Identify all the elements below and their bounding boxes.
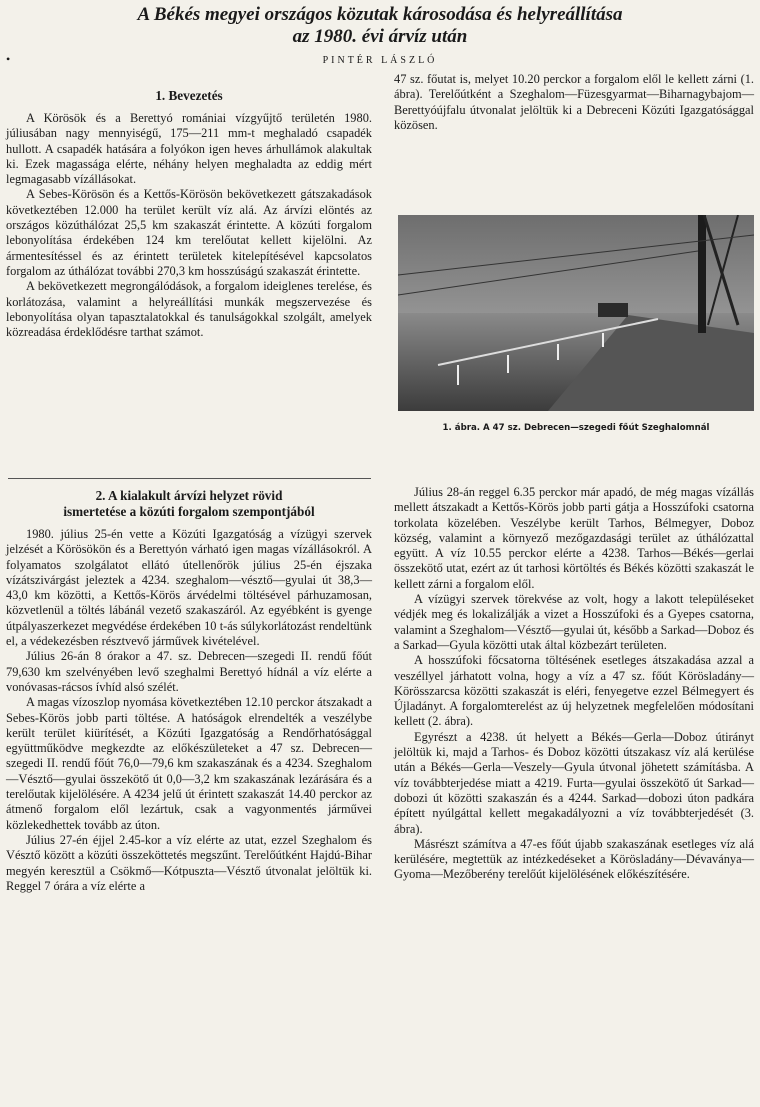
section-2-title-line-2: ismertetése a közúti forgalom szempontjából: [63, 504, 315, 519]
paragraph: 1980. július 25-én vette a Közúti Igazgatóság a vízügyi szervek jelzését a Körösökön és a Berettyón várható igen magas vízállásokról. A folyamatos szolgálatot ellátó útellenőrök július 25-én éjszaka vízátszivárgást jeleztek a 4234. szeghalom—vésztő—gyulai út 38,3—43,0 km közötti, a Kettős-Körös árvédelmi töltésével párhuzamosan, közvetlenül a töltés lábánál vezető szakaszáról. Az egyébként is gyenge útpályaszerkezet megvédése érdekében 10 t-ás súlykorlátozást rendeltünk el, a védekezésben résztvevő járművek kivételével.: [6, 527, 372, 649]
figure-caption: 1. ábra. A 47 sz. Debrecen—szegedi főút Szeghalomnál: [442, 423, 710, 433]
title-line-1: A Békés megyei országos közutak károsodása és helyreállítása: [137, 4, 623, 25]
bullet-mark: •: [6, 52, 11, 66]
section-2-title-line-1: 2. A kialakult árvízi helyzet rövid: [95, 488, 283, 503]
right-column-bottom: [394, 485, 754, 883]
paragraph: Július 27-én éjjel 2.45-kor a víz elérte az utat, ezzel Szeghalom és Vésztő között a közúti összeköttetés megszűnt. Terelőútként Hajdú-Bihar megyén keresztül a Csökmő—Kótpuszta—Vésztő útvonalat jelöltük ki. Reggel 7 órára a víz elérte a: [6, 832, 372, 893]
title-line-2: az 1980. évi árvíz után: [292, 26, 468, 47]
paragraph: A bekövetkezett megrongálódások, a forgalom ideiglenes terelése, és korlátozása, valamint a helyreállítási munkák megszervezése és lebonyolítása olyan tapasztalatokkal és tanulságokkal szolgált, amelyek közreadása érdeklődésre tarthat számot.: [6, 279, 372, 340]
author: PINTÉR LÁSZLÓ: [322, 55, 438, 66]
paragraph: A magas vízoszlop nyomása következtében 12.10 perckor átszakadt a Sebes-Körös jobb parti töltése. A hatóságok elrendelték a veszélybe került terület kiürítését, a Közúti Igazgatóság a Rendőrhatósággal együttműködve megkezdte az előkészületeket a 47 sz. Debrecen—szegedi II. rendű főút 76,0—79,6 km szakaszának és a 4234. Szeghalom—Vésztő—gyulai összekötő út 0,0—3,2 km szakaszának lezárására és a terelőutak kijelölésére. A 4234 jelű út érintett szakaszát 14.40 perckor az átmenő forgalom elől lezártuk, csak a vagyonmentés járművei közlekedhettek tovább az úton.: [6, 695, 372, 832]
right-column-top: [394, 72, 754, 133]
left-column-top: [6, 88, 372, 340]
paragraph: A hosszúfoki főcsatorna töltésének esetleges átszakadása azzal a veszéllyel járhatott volna, hogy a víz a 47 sz. főút Körösladány—Körösszarcsa közötti szakaszát is eléri, fenyegetve ezzel Bélmegyert és Újladányt. A forgalomterelést az új helyzetnek megfelelően módosítani kellett (2. ábra).: [394, 653, 754, 729]
paragraph: A Sebes-Körösön és a Kettős-Körösön bekövetkezett gátszakadások következtében 12.000 ha terület került víz alá. Az árvízi elöntés az országos közúthálózat 25,5 km szakaszát érintette. A közúti forgalom lebonyolítása érdekében 124 km terelőutat kellett kijelölni. Az ármentesítéssel és az érintett területek kitelepítésével kapcsolatos forgalom az úthálózat további 270,3 km hosszúságú szakaszát érintette.: [6, 187, 372, 278]
section-2-title: [6, 488, 372, 520]
paragraph: 47 sz. főutat is, melyet 10.20 perckor a forgalom elől le kellett zárni (1. ábra). Terelőútként a Szeghalom—Füzesgyarmat—Biharnagybajom—Berettyóújfalu útvonalat jelöltük ki a Debreceni Közúti Igazgatósággal közösen.: [394, 72, 754, 132]
paragraph: Július 26-án 8 órakor a 47. sz. Debrecen—szegedi II. rendű főút 79,630 km szelvényében levő szeghalmi Berettyó hídnál a víz elérte a vonóvasas-rácsos ívhíd alsó szélét.: [6, 649, 372, 694]
figure-1: [398, 215, 754, 433]
left-column-bottom: [6, 488, 372, 894]
section-divider: [8, 478, 371, 479]
section-1-title: 1. Bevezetés: [155, 88, 223, 103]
paragraph: Egyrészt a 4238. út helyett a Békés—Gerla—Doboz útirányt jelöltük ki, majd a Tarhos- és Doboz közötti útszakasz víz alá kerülése után a Békés—Gerla—Veszely—Gyula útvonal jöhetett számításba. A víz továbbterjedése miatt a 4219. Furta—gyulai összekötő út Sarkad—dobozi út közötti szakaszán és a 4244. Sarkad—dobozi úton padkára épített nyúlgáttal kellett megakadályozni a víz továbbterjedését (3. ábra).: [394, 729, 754, 836]
paragraph: A vízügyi szervek törekvése az volt, hogy a lakott településeket védjék meg és lokalizálják a vizet a Hosszúfoki és a Gyepes csatorna, valamint a Szeghalom—Vésztő—gyulai út, később a Sarkad—Doboz és a Sarkad—Gyula közötti utak által közbezárt területen.: [394, 592, 754, 652]
paragraph: A Körösök és a Berettyó romániai vízgyűjtő területén 1980. júliusában nagy mennyiségű, 175—211 mm-t meghaladó csapadék hullott. A csapadék hatására a folyókon igen heves árhullámok alakultak ki. Ezek magassága elérte, néhány helyen meghaladta az eddig mért legmagasabb vízállásokat.: [6, 111, 372, 187]
road-flood-photo: [398, 215, 754, 411]
paragraph: Július 28-án reggel 6.35 perckor már apadó, de még magas vízállás mellett átszakadt a Kettős-Körös jobb parti gátja a Hosszúfoki csatorna torkolata közelében. Veszélybe került Tarhos, Bélmegyer, Doboz község, valamint a környező mezőgazdasági terület az úthálózattal együtt. A víz 10.55 perckor elérte a 4238. Tarhos—Békés—gerlai összekötő utat, ezért az út tarhosi körtöltés és Békés közötti szakaszát le kellett zárni a forgalom elől.: [394, 485, 754, 591]
article-title: [0, 4, 760, 48]
paragraph: Másrészt számítva a 47-es főút újabb szakaszának esetleges víz alá kerülésére, megtettük az intézkedéseket a Körösladány—Dévaványa—Gyoma—Mezőberény terelőút kijelölésének előkészítésére.: [394, 836, 754, 882]
